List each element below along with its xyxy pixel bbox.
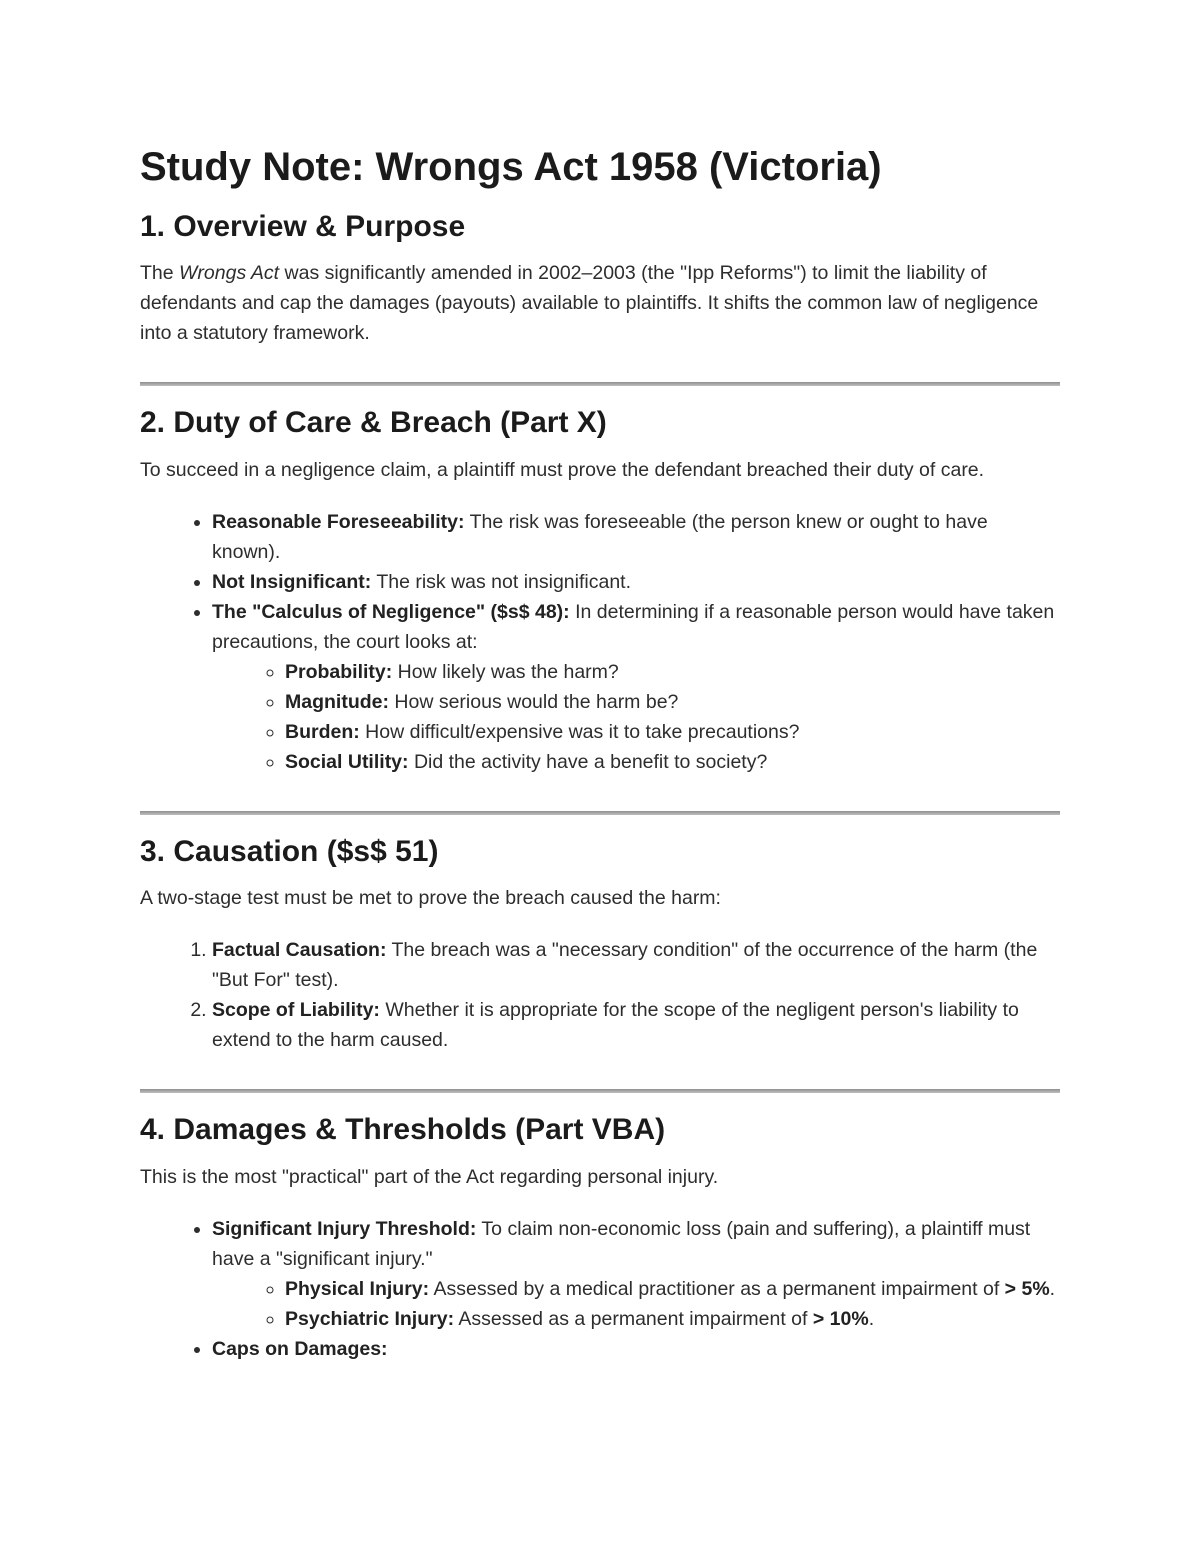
- damages-paragraph: This is the most "practical" part of the Act regarding personal injury.: [140, 1165, 719, 1188]
- bold-lead: Magnitude:: [285, 690, 389, 713]
- numbered-list-item: [212, 995, 1060, 1055]
- item-text: The risk was not insignificant.: [371, 570, 632, 593]
- damages-bullet-list: [140, 1214, 1060, 1364]
- list-item: [212, 597, 1060, 777]
- item-text: The breach was a "necessary condition" of the occurrence of the harm (the "But For" test).: [212, 939, 1038, 992]
- section-duty-of-care: [140, 406, 1060, 777]
- bold-lead: Scope of Liability:: [212, 999, 380, 1022]
- sub-list-item: [285, 657, 1060, 687]
- section-divider: [140, 382, 1060, 386]
- item-text: In determining if a reasonable person would have taken precautions, the court looks at:: [212, 600, 1055, 653]
- item-text: The risk was foreseeable (the person knew or ought to have known).: [212, 510, 988, 563]
- causation-paragraph: A two-stage test must be met to prove the breach caused the harm:: [140, 887, 721, 910]
- item-text: How serious would the harm be?: [388, 690, 679, 713]
- list-item: [212, 1214, 1060, 1334]
- item-text: .: [1049, 1277, 1056, 1300]
- calculus-sub-list: [212, 657, 1060, 777]
- bold-lead: Reasonable Foreseeability:: [212, 510, 465, 533]
- section-heading-duty-of-care: 2. Duty of Care & Breach (Part X): [140, 406, 607, 440]
- text-run: The: [140, 262, 180, 285]
- bold-lead: Probability:: [285, 660, 393, 683]
- duty-of-care-bullet-list: [140, 507, 1060, 777]
- bold-lead: Social Utility:: [285, 750, 409, 773]
- sub-list-item: [285, 1304, 1060, 1334]
- bold-lead: The "Calculus of Negligence" ($s$ 48):: [212, 600, 570, 623]
- section-causation: [140, 835, 1060, 1056]
- sub-list-item: [285, 687, 1060, 717]
- item-text: To claim non-economic loss (pain and suffering), a plaintiff must have a "significant injury.": [212, 1217, 1031, 1270]
- section-heading-causation: 3. Causation ($s$ 51): [140, 834, 439, 868]
- list-item: [212, 1334, 1060, 1364]
- item-text: Whether it is appropriate for the scope of the negligent person's liability to extend to the harm caused.: [212, 999, 1019, 1052]
- bold-threshold-value: > 5%: [1004, 1277, 1050, 1300]
- section-heading-damages: 4. Damages & Thresholds (Part VBA): [140, 1113, 666, 1147]
- sub-list-item: [285, 747, 1060, 777]
- section-damages: [140, 1113, 1060, 1364]
- section-divider: [140, 1089, 1060, 1093]
- item-text: Assessed by a medical practitioner as a permanent impairment of: [429, 1277, 1005, 1300]
- bold-lead: Physical Injury:: [285, 1277, 430, 1300]
- item-text: How likely was the harm?: [392, 660, 619, 683]
- numbered-list-item: [212, 935, 1060, 995]
- sub-list-item: [285, 717, 1060, 747]
- list-item: [212, 507, 1060, 567]
- bold-lead: Factual Causation:: [212, 939, 387, 962]
- item-text: How difficult/expensive was it to take precautions?: [359, 720, 800, 743]
- overview-paragraph: [140, 258, 1060, 348]
- bold-lead: Burden:: [285, 720, 360, 743]
- bold-lead: Caps on Damages:: [212, 1337, 388, 1360]
- doc-title: Study Note: Wrongs Act 1958 (Victoria): [140, 145, 882, 189]
- duty-of-care-paragraph: To succeed in a negligence claim, a plaintiff must prove the defendant breached their duty of care.: [140, 458, 985, 481]
- item-text: Assessed as a permanent impairment of: [454, 1307, 813, 1330]
- section-divider: [140, 811, 1060, 815]
- italic-act-name: Wrongs Act: [179, 262, 280, 285]
- bold-threshold-value: > 10%: [812, 1307, 869, 1330]
- text-run: was significantly amended in 2002–2003 (the "Ipp Reforms") to limit the liability of defendants and cap the damages (payouts) available to plaintiffs. It shifts the common law of negligence into a statutory framework.: [140, 262, 1039, 345]
- section-heading-overview: 1. Overview & Purpose: [140, 209, 466, 243]
- item-text: .: [868, 1307, 875, 1330]
- bold-lead: Not Insignificant:: [212, 570, 372, 593]
- list-item: [212, 567, 1060, 597]
- item-text: Did the activity have a benefit to society?: [408, 750, 768, 773]
- injury-sub-list: [212, 1274, 1060, 1334]
- section-overview: [140, 210, 1060, 349]
- bold-lead: Psychiatric Injury:: [285, 1307, 455, 1330]
- sub-list-item: [285, 1274, 1060, 1304]
- bold-lead: Significant Injury Threshold:: [212, 1217, 477, 1240]
- causation-numbered-list: [140, 935, 1060, 1055]
